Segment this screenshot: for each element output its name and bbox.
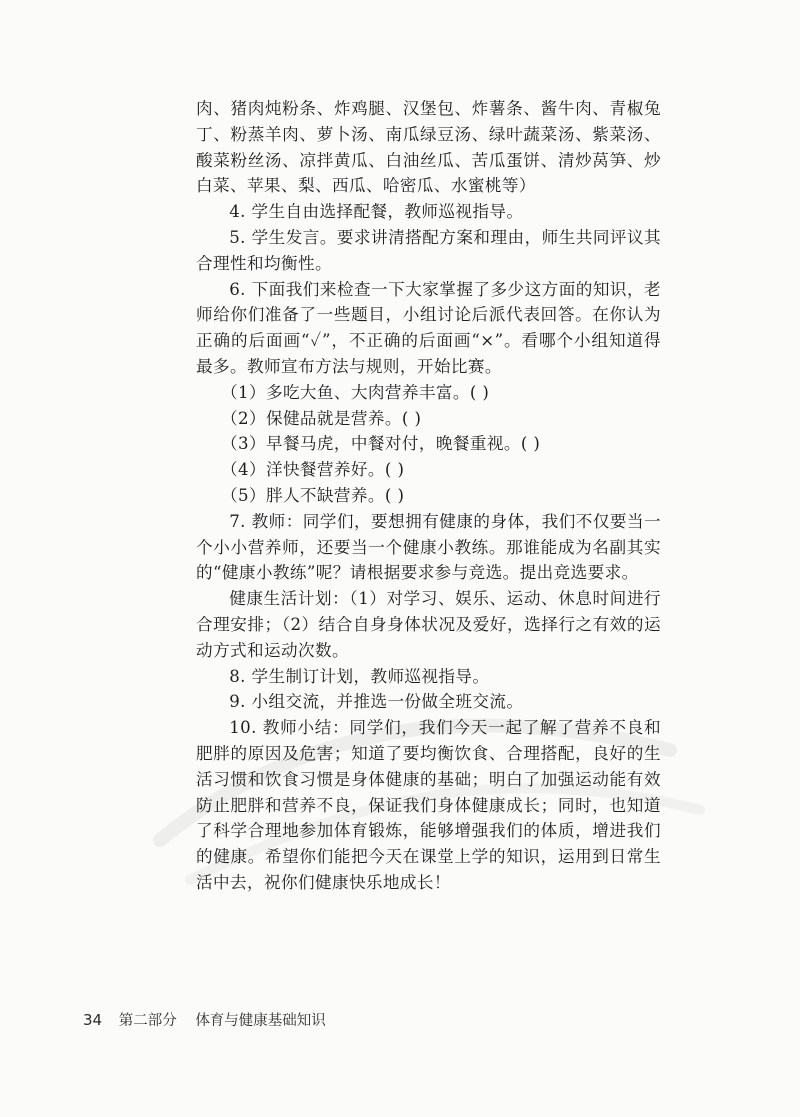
quiz-item-4: （4）洋快餐营养好。( ) [221,460,405,480]
paragraph-step-5: 5. 学生发言。要求讲清搭配方案和理由，师生共同评议其合理性和均衡性。 [196,227,661,273]
paragraph-step-8: 8. 学生制订计划，教师巡视指导。 [229,666,490,686]
paragraph-step-7: 7. 教师：同学们，要想拥有健康的身体，我们不仅要当一个小小营养师，还要当一个健康小教练。那谁能成为名副其实的“健康小教练”呢？请根据要求参与竞选。提出竞选要求。 [196,511,661,583]
quiz-item-3: （3）早餐马虎，中餐对付，晚餐重视。( ) [221,434,541,454]
paragraph-step-9: 9. 小组交流，并推选一份做全班交流。 [229,692,524,712]
paragraph-food-list: 肉、猪肉炖粉条、炸鸡腿、汉堡包、炸薯条、酱牛肉、青椒兔丁、粉蒸羊肉、萝卜汤、南瓜绿豆汤、绿叶蔬菜汤、紫菜汤、酸菜粉丝汤、凉拌黄瓜、白油丝瓜、苦瓜蛋饼、清炒莴笋、炒白菜、苹果、梨、西瓜、哈密瓜、水蜜桃等） [196,99,661,196]
page-number: 34 [83,1011,103,1029]
quiz-item-2: （2）保健品就是营养。( ) [221,408,422,428]
quiz-item-5: （5）胖人不缺营养。( ) [221,485,405,505]
paragraph-step-10: 10. 教师小结：同学们，我们今天一起了解了营养不良和肥胖的原因及危害；知道了要均衡饮食、合理搭配，良好的生活习惯和饮食习惯是身体健康的基础；明白了加强运动能有效防止肥胖和营养不良，保证我们身体健康成长；同时，也知道了科学合理地参加体育锻炼，能够增强我们的体质，增进我们的健康。希望你们能把今天在课堂上学的知识，运用到日常生活中去，祝你们健康快乐地成长！ [196,718,661,892]
quiz-item-1: （1）多吃大鱼、大肉营养丰富。( ) [221,382,490,402]
paragraph-step-4: 4. 学生自由选择配餐，教师巡视指导。 [229,202,524,222]
footer-section-title: 体育与健康基础知识 [195,1013,326,1029]
paragraph-step-6: 6. 下面我们来检查一下大家掌握了多少这方面的知识，老师给你们准备了一些题目，小组讨论后派代表回答。在你认为正确的后面画“✓”，不正确的后面画“×”。看哪个小组知道得最多。教师宣布方法与规则，开始比赛。 [196,279,661,376]
footer-part-label: 第二部分 [118,1013,177,1029]
paragraph-health-plan: 健康生活计划：（1）对学习、娱乐、运动、休息时间进行合理安排；（2）结合自身身体状况及爱好，选择行之有效的运动方式和运动次数。 [196,589,661,660]
page-footer [83,1009,326,1030]
body-text [196,96,661,896]
